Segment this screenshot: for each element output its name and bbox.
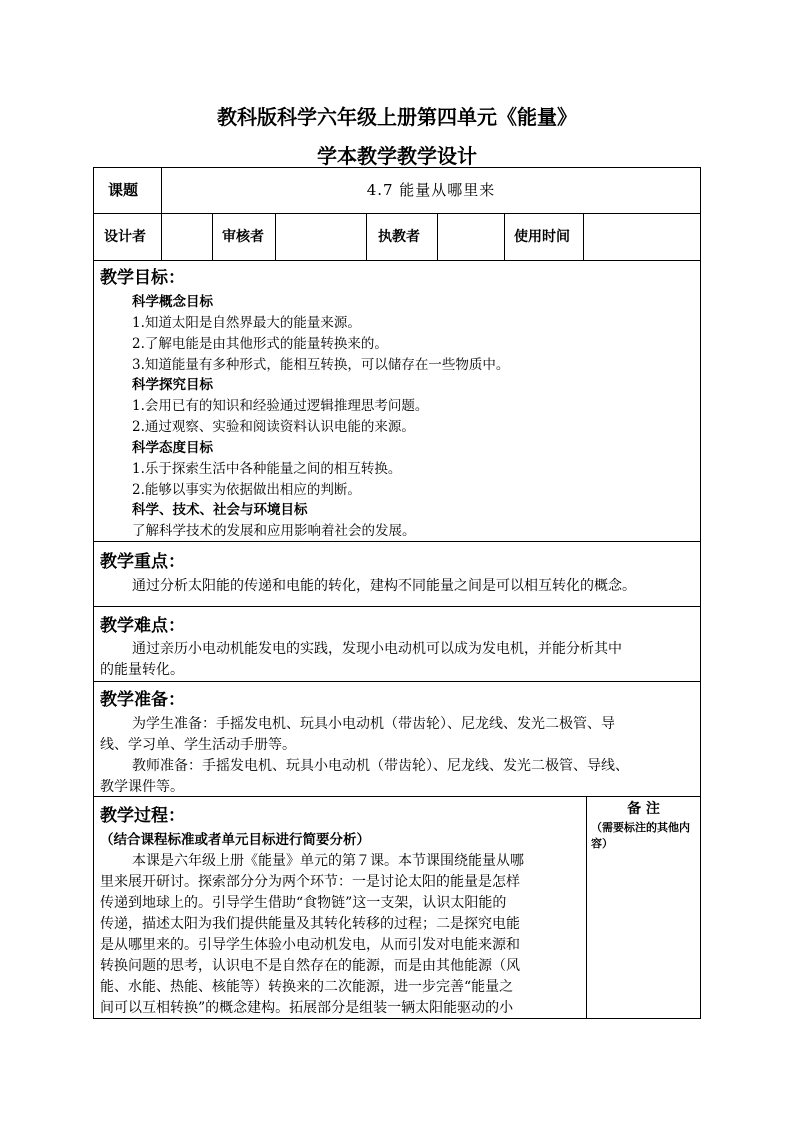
objective-group-title: 科学探究目标 — [132, 377, 213, 393]
process-text: 是从哪里来的。引导学生体验小电动机发电，从而引发对电能来源和 — [100, 937, 520, 953]
preparation-text: 为学生准备：手摇发电机、玩具小电动机（带齿轮）、尼龙线、发光二极管、导 — [132, 716, 615, 732]
process-text: 转换问题的思考，认识电不是自然存在的能源，而是由其他能源（风 — [100, 958, 520, 974]
objectives-heading: 教学目标： — [100, 268, 185, 288]
document-title: 教科版科学六年级上册第四单元《能量》 — [217, 105, 577, 129]
objective-item: 1.知道太阳是自然界最大的能量来源。 — [132, 315, 361, 331]
difficulty-heading: 教学难点： — [100, 616, 185, 636]
preparation-text: 教师准备：手摇发电机、玩具小电动机（带齿轮）、尼龙线、发光二极管、导线、 — [132, 758, 629, 774]
row-divider — [93, 796, 701, 797]
objective-item: 3.知道能量有多种形式，能相互转换，可以储存在一些物质中。 — [132, 357, 510, 373]
objective-item: 2.了解电能是由其他形式的能量转换来的。 — [132, 336, 388, 352]
row-divider — [93, 260, 701, 261]
time-label: 使用时间 — [514, 229, 570, 245]
key-point-heading: 教学重点： — [100, 552, 185, 572]
remarks-note: （需要标注的其他内容） — [591, 821, 690, 850]
process-text: 里来展开研讨。探索部分分为两个环节：一是讨论太阳的能量是怎样 — [100, 874, 520, 890]
designer-label: 设计者 — [104, 229, 146, 245]
objective-item: 了解科学技术的发展和应用影响着社会的发展。 — [132, 523, 416, 539]
objective-group-title: 科学态度目标 — [132, 440, 213, 456]
column-divider — [212, 213, 213, 260]
column-divider — [275, 213, 276, 260]
document-subtitle: 学本教学教学设计 — [317, 144, 477, 168]
process-heading: 教学过程： — [100, 806, 185, 826]
row-divider — [93, 681, 701, 682]
row-divider — [93, 606, 701, 607]
preparation-text: 教学课件等。 — [100, 779, 184, 795]
objective-group-title: 科学概念目标 — [132, 294, 213, 310]
teacher-label: 执教者 — [378, 229, 420, 245]
key-point-text: 通过分析太阳能的传递和电能的转化，建构不同能量之间是可以相互转化的概念。 — [132, 578, 636, 594]
column-divider — [586, 796, 587, 1019]
remarks-title: 备 注 — [627, 801, 660, 817]
column-divider — [366, 213, 367, 260]
difficulty-text: 的能量转化。 — [100, 662, 184, 678]
row-divider — [93, 541, 701, 542]
column-divider — [583, 213, 584, 260]
difficulty-text: 通过亲历小电动机能发电的实践，发现小电动机可以成为发电机，并能分析其中 — [132, 641, 622, 657]
preparation-heading: 教学准备： — [100, 690, 185, 710]
lesson-title: 4.7 能量从哪里来 — [366, 181, 496, 199]
process-text: 间可以互相转换”的概念建构。拓展部分是组装一辆太阳能驱动的小 — [100, 1000, 514, 1016]
objective-group-title: 科学、技术、社会与环境目标 — [132, 502, 308, 518]
row-divider — [93, 213, 701, 214]
column-divider — [437, 213, 438, 260]
process-text: 本课是六年级上册《能量》单元的第７课。本节课围绕能量从哪 — [132, 853, 524, 869]
objective-item: 2.能够以事实为依据做出相应的判断。 — [132, 482, 361, 498]
objective-item: 2.通过观察、实验和阅读资料认识电能的来源。 — [132, 419, 415, 435]
objective-item: 1.乐于探索生活中各种能量之间的相互转换。 — [132, 461, 402, 477]
preparation-text: 线、学习单、学生活动手册等。 — [100, 737, 296, 753]
process-text: 传递到地球上的。引导学生借助“食物链”这一支架，认识太阳能的 — [100, 895, 507, 911]
objective-item: 1.会用已有的知识和经验通过逻辑推理思考问题。 — [132, 398, 429, 414]
column-divider — [504, 213, 505, 260]
process-text: 传递，描述太阳为我们提供能量及其转化转移的过程；二是探究电能 — [100, 916, 520, 932]
process-text: 能、水能、热能、核能等）转换来的二次能源，进一步完善“能量之 — [100, 979, 514, 995]
reviewer-label: 审核者 — [222, 229, 264, 245]
process-subheading: （结合课程标准或者单元目标进行简要分析） — [100, 832, 370, 848]
lesson-label: 课题 — [108, 181, 139, 199]
